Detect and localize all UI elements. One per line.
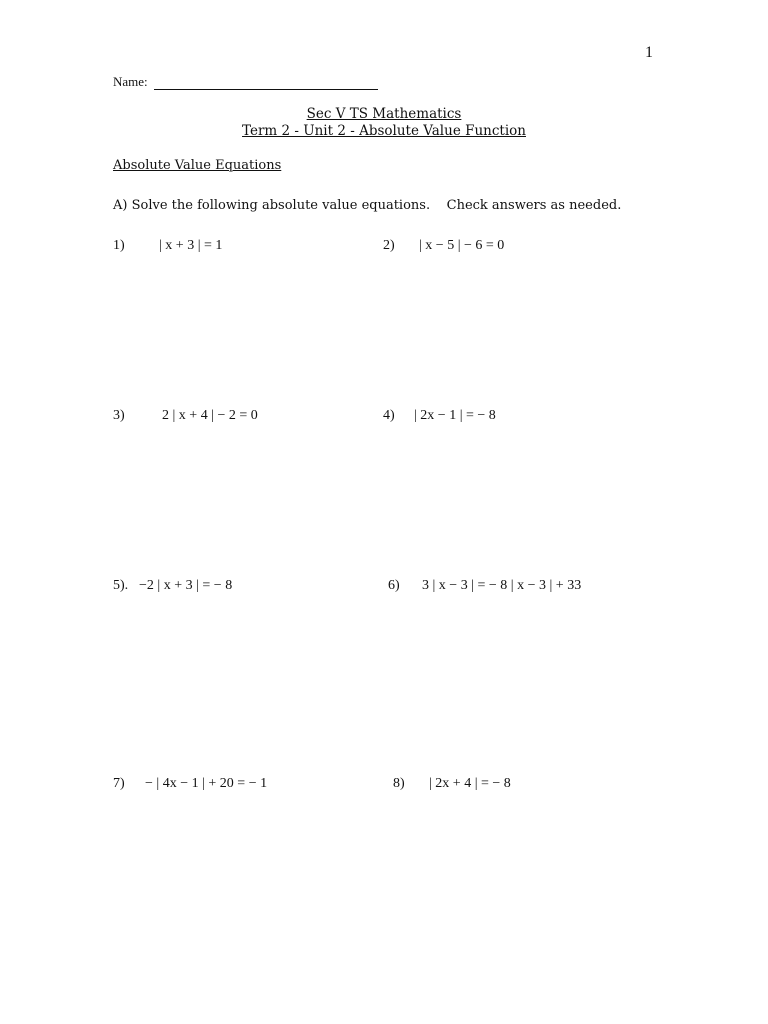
problem-number: 8) (393, 776, 405, 791)
page-number: 1 (645, 44, 653, 61)
problem-8 (393, 776, 511, 792)
problem-equation: 3 | x − 3 | = − 8 | x − 3 | + 33 (422, 578, 582, 593)
problem-equation: | 2x − 1 | = − 8 (414, 408, 496, 423)
problem-number: 4) (383, 408, 395, 423)
problem-equation: | x + 3 | = 1 (159, 238, 223, 253)
section-heading: Absolute Value Equations (113, 158, 282, 173)
problem-equation: −2 | x + 3 | = − 8 (139, 578, 233, 593)
unit-title: Term 2 - Unit 2 - Absolute Value Function (242, 123, 526, 139)
problem-number: 2) (383, 238, 395, 253)
problem-number: 1) (113, 238, 125, 253)
problem-6 (388, 578, 581, 594)
name-blank-line[interactable] (154, 75, 378, 90)
name-field-row (113, 74, 378, 90)
name-label: Name: (113, 74, 148, 89)
problem-equation: 2 | x + 4 | − 2 = 0 (162, 408, 258, 423)
course-title: Sec V TS Mathematics (306, 106, 462, 122)
problem-number: 6) (388, 578, 400, 593)
problem-equation: | 2x + 4 | = − 8 (429, 776, 511, 791)
problem-4 (383, 408, 496, 424)
problem-equation: | x − 5 | − 6 = 0 (419, 238, 505, 253)
problem-2 (383, 238, 504, 254)
problem-equation: − | 4x − 1 | + 20 = − 1 (145, 776, 268, 791)
problem-number: 3) (113, 408, 125, 423)
instruction-text: A) Solve the following absolute value equations. Check answers as needed. (113, 198, 622, 213)
problem-number: 7) (113, 776, 125, 791)
problem-number: 5). (113, 578, 129, 593)
problem-7 (113, 776, 267, 792)
problem-5 (113, 578, 232, 594)
problem-3 (113, 408, 258, 424)
problem-1 (113, 238, 222, 254)
